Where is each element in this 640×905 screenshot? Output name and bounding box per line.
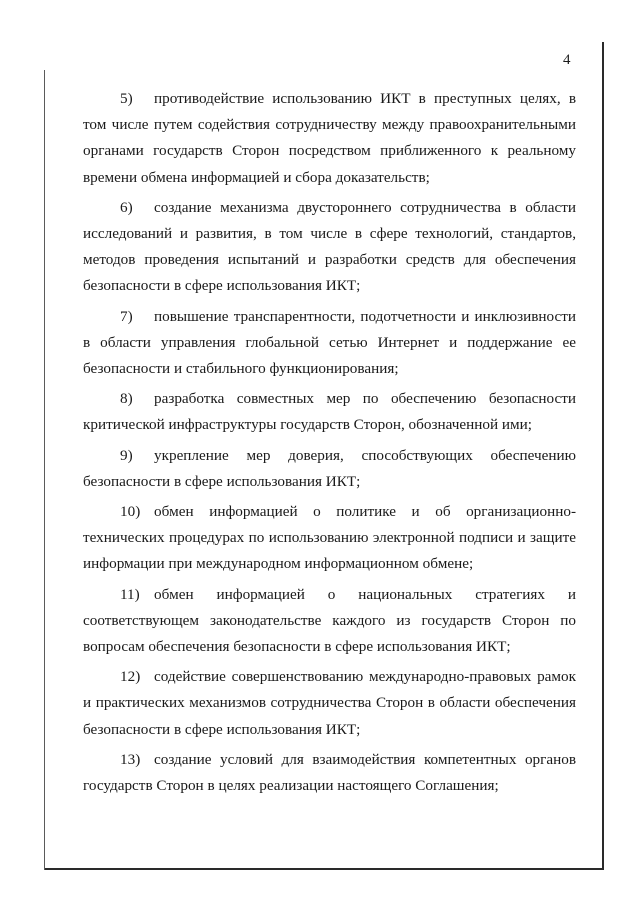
item-text: содействие совершенствованию международно-правовых рамок и практических механизмов сотрудничества Сторон в области обеспечения безопасности в сфере использования ИКТ; xyxy=(83,668,576,738)
list-item xyxy=(83,582,576,661)
item-number: 9) xyxy=(120,446,133,464)
item-number: 7) xyxy=(120,307,133,325)
item-number: 8) xyxy=(120,390,133,408)
item-number: 11) xyxy=(120,585,140,603)
page-number: 4 xyxy=(563,52,571,68)
item-text: создание условий для взаимодействия компетентных органов государств Сторон в целях реализации настоящего Соглашения; xyxy=(83,750,576,795)
list-item xyxy=(83,443,576,495)
list-item xyxy=(83,747,576,799)
item-number: 5) xyxy=(120,90,133,107)
list-item xyxy=(83,499,576,578)
item-text: создание механизма двустороннего сотрудничества в области исследований и развития, в том числе в сфере технологий, стандартов, методов проведения испытаний и разработки средств для обеспечения безопасности в сфере использования ИКТ; xyxy=(83,198,576,295)
item-text: разработка совместных мер по обеспечению безопасности критической инфраструктуры государств Сторон, обозначенной ими; xyxy=(83,390,576,434)
item-number: 13) xyxy=(120,750,141,768)
list-item xyxy=(83,304,576,383)
list-item xyxy=(83,386,576,438)
list-item xyxy=(83,86,576,191)
document-body xyxy=(83,86,576,803)
item-text: обмен информацией о политике и об организационно-технических процедурах по использованию электронной подписи и защите информации при международном информационном обмене; xyxy=(83,503,576,573)
item-number: 12) xyxy=(120,668,141,686)
item-text: обмен информацией о национальных стратегиях и соответствующем законодательстве каждого из государств Сторон по вопросам обеспечения безопасности в сфере использования ИКТ; xyxy=(83,585,576,656)
item-number: 6) xyxy=(120,198,133,216)
list-item xyxy=(83,195,576,300)
page-border-left xyxy=(44,70,45,870)
item-text: противодействие использованию ИКТ в преступных целях, в том числе путем содействия сотрудничеству между правоохранительными органами государств Сторон посредством приближенного к реальному времени обмена информацией и сбора доказательств; xyxy=(83,90,576,186)
list-item xyxy=(83,664,576,743)
item-number: 10) xyxy=(120,503,141,521)
item-text: укрепление мер доверия, способствующих обеспечению безопасности в сфере использования ИКТ; xyxy=(83,446,576,490)
item-text: повышение транспарентности, подотчетности и инклюзивности в области управления глобальной сетью Интернет и поддержание ее безопасности и стабильного функционирования; xyxy=(83,307,576,378)
